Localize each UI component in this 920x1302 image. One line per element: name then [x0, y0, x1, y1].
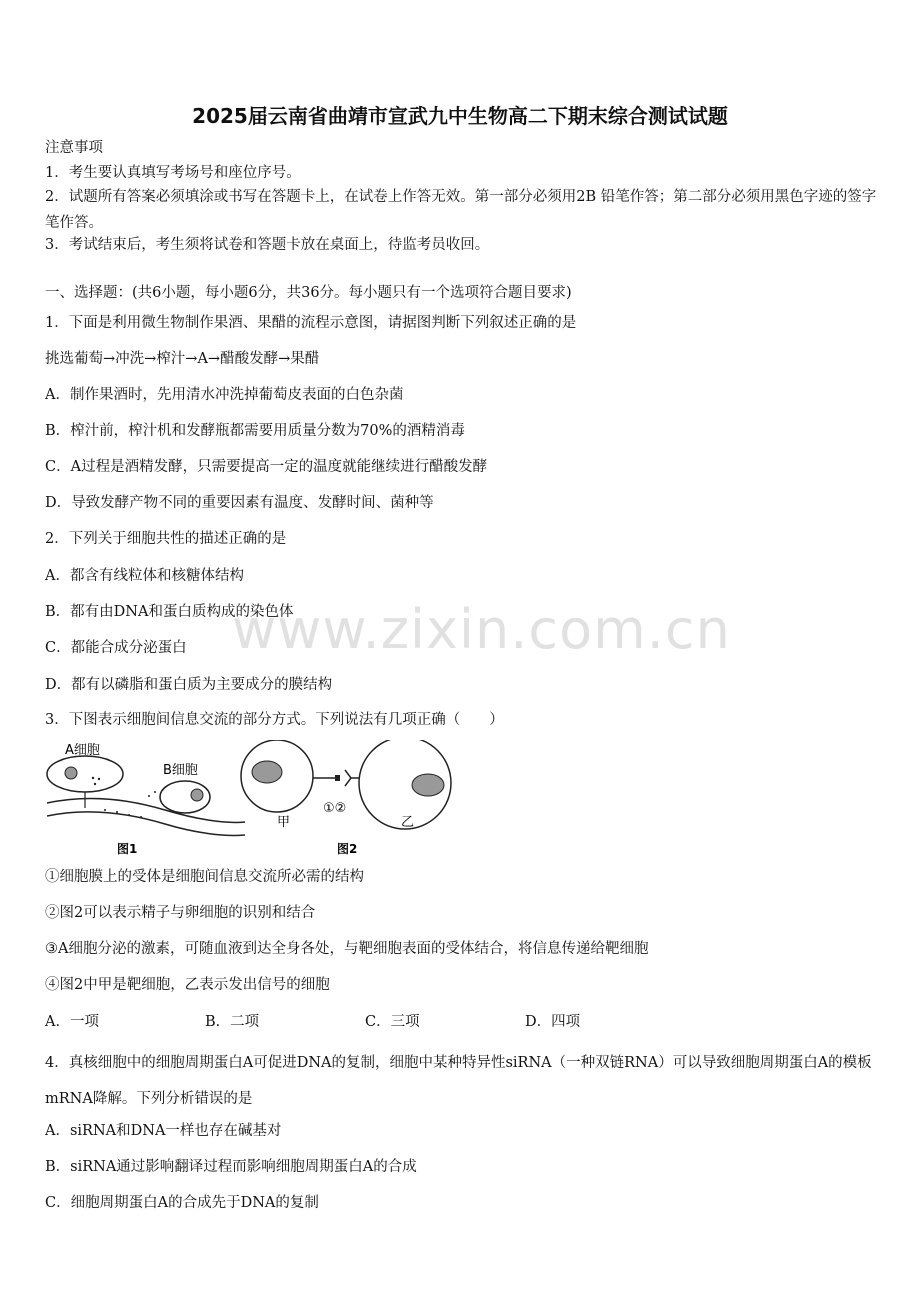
a-cell-label: A细胞 [65, 743, 100, 758]
q3-statement-2: ②图2可以表示精子与卵细胞的识别和结合 [45, 905, 316, 921]
cell-jia-nucleus [252, 761, 282, 783]
fig1-label: 图1 [117, 842, 138, 856]
a-cell-nucleus [65, 767, 77, 779]
q2-option-a: A．都含有线粒体和核糖体结构 [45, 568, 244, 584]
q1-stem: 1．下面是利用微生物制作果酒、果醋的流程示意图，请据图判断下列叙述正确的是 [45, 315, 577, 331]
yi-label: 乙 [401, 815, 415, 830]
q3-statement-1: ①细胞膜上的受体是细胞间信息交流所必需的结构 [45, 869, 364, 885]
notice-item-2: 2．试题所有答案必须填涂或书写在答题卡上，在试卷上作答无效。第一部分必须用2B 铅笔作答；第二部分必须用黑色字迹的签字笔作答。 [45, 189, 877, 231]
q2-option-c: C．都能合成分泌蛋白 [45, 640, 187, 656]
q4-option-c: C．细胞周期蛋白A的合成先于DNA的复制 [45, 1195, 319, 1211]
cell-communication-figure [45, 740, 455, 860]
jia-label: 甲 [277, 815, 291, 830]
blood-vessel-lower [47, 812, 245, 836]
a-cell [47, 756, 123, 792]
notice-item-3: 3．考试结束后，考生须将试卷和答题卡放在桌面上，待监考员收回。 [45, 237, 490, 253]
b-cell-nucleus [191, 789, 203, 801]
q4-option-a: A．siRNA和DNA一样也存在碱基对 [45, 1123, 282, 1139]
q1-option-d: D．导致发酵产物不同的重要因素有温度、发酵时间、菌种等 [45, 495, 434, 511]
q3-option-c: C．三项 [365, 1014, 420, 1030]
q3-option-a: A．一项 [45, 1014, 99, 1030]
notice-heading: 注意事项 [45, 140, 103, 156]
q2-option-b: B．都有由DNA和蛋白质构成的染色体 [45, 604, 294, 620]
q4-option-b: B．siRNA通过影响翻译过程而影响细胞周期蛋白A的合成 [45, 1159, 417, 1175]
q3-option-b: B．二项 [205, 1014, 260, 1030]
b-cell-label: B细胞 [163, 763, 198, 778]
exam-title: 2025届云南省曲靖市宣武九中生物高二下期末综合测试试题 [192, 104, 728, 128]
q2-stem: 2．下列关于细胞共性的描述正确的是 [45, 531, 287, 547]
q4-stem: 4．真核细胞中的细胞周期蛋白A可促进DNA的复制，细胞中某种特异性siRNA（一种双链RNA）可以导致细胞周期蛋白A的模板mRNA降解。下列分析错误的是 [45, 1055, 872, 1107]
q1-option-c: C．A过程是酒精发酵，只需要提高一定的温度就能继续进行醋酸发酵 [45, 459, 488, 475]
q3-stem: 3．下图表示细胞间信息交流的部分方式。下列说法有几项正确（ ） [45, 712, 504, 728]
fig2-label: 图2 [337, 842, 358, 856]
q1-flow: 挑选葡萄→冲洗→榨汁→A→醋酸发酵→果醋 [45, 351, 320, 367]
watermark: www.zixin.com.cn [232, 598, 731, 661]
q3-statement-3: ③A细胞分泌的激素，可随血液到达全身各处，与靶细胞表面的受体结合，将信息传递给靶细胞 [45, 941, 649, 957]
section-heading: 一、选择题：(共6小题，每小题6分，共36分。每小题只有一个选项符合题目要求) [45, 285, 572, 301]
q3-option-d: D．四项 [525, 1014, 581, 1030]
q1-option-b: B．榨汁前，榨汁机和发酵瓶都需要用质量分数为70%的酒精消毒 [45, 423, 465, 439]
cell-yi-nucleus [412, 774, 444, 796]
notice-item-1: 1．考生要认真填写考场号和座位序号。 [45, 165, 301, 181]
q3-statement-4: ④图2中甲是靶细胞，乙表示发出信号的细胞 [45, 977, 330, 993]
q1-option-a: A．制作果酒时，先用清水冲洗掉葡萄皮表面的白色杂菌 [45, 387, 404, 403]
marker-labels: ①② [323, 801, 347, 816]
q2-option-d: D．都有以磷脂和蛋白质为主要成分的膜结构 [45, 677, 333, 693]
